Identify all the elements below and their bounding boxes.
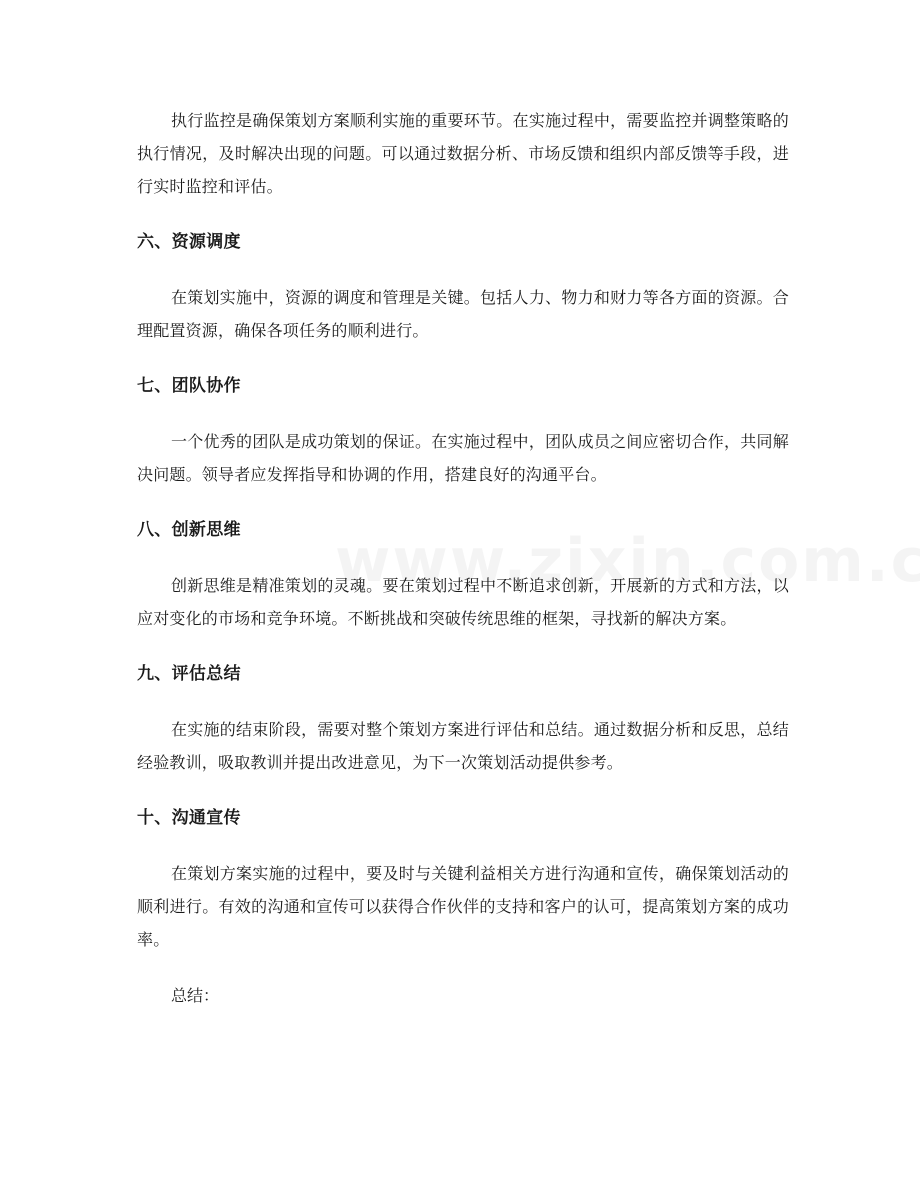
paragraph-team-collaboration: 一个优秀的团队是成功策划的保证。在实施过程中，团队成员之间应密切合作，共同解决问题。领导者应发挥指导和协调的作用，搭建良好的沟通平台。: [137, 432, 789, 484]
paragraph-innovative-thinking: 创新思维是精准策划的灵魂。要在策划过程中不断追求创新，开展新的方式和方法，以应对变化的市场和竞争环境。不断挑战和突破传统思维的框架，寻找新的解决方案。: [137, 576, 789, 628]
heading-evaluation-summary: 九、评估总结: [137, 664, 241, 684]
heading-communication-promotion: 十、沟通宣传: [137, 808, 241, 828]
heading-innovative-thinking: 八、创新思维: [137, 520, 241, 540]
heading-team-collaboration: 七、团队协作: [137, 376, 241, 396]
paragraph-resource-scheduling: 在策划实施中，资源的调度和管理是关键。包括人力、物力和财力等各方面的资源。合理配置资源，确保各项任务的顺利进行。: [137, 288, 789, 340]
paragraph-execution-monitoring: 执行监控是确保策划方案顺利实施的重要环节。在实施过程中，需要监控并调整策略的执行情况，及时解决出现的问题。可以通过数据分析、市场反馈和组织内部反馈等手段，进行实时监控和评估。: [137, 111, 789, 196]
summary-label: 总结：: [171, 986, 220, 1005]
document-body: [137, 104, 789, 1012]
paragraph-evaluation-summary: 在实施的结束阶段，需要对整个策划方案进行评估和总结。通过数据分析和反思，总结经验教训，吸取教训并提出改进意见，为下一次策划活动提供参考。: [137, 720, 789, 772]
paragraph-communication-promotion: 在策划方案实施的过程中，要及时与关键利益相关方进行沟通和宣传，确保策划活动的顺利进行。有效的沟通和宣传可以获得合作伙伴的支持和客户的认可，提高策划方案的成功率。: [137, 864, 789, 949]
heading-resource-scheduling: 六、资源调度: [137, 232, 241, 252]
